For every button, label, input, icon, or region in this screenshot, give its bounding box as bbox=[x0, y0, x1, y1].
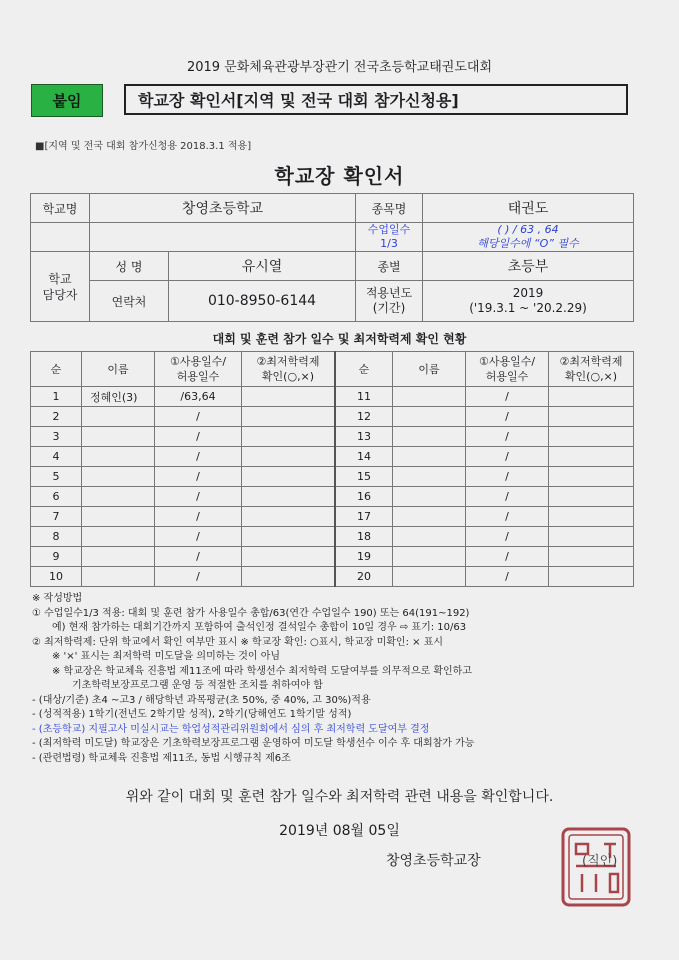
used-days: / bbox=[155, 547, 242, 567]
row-number: 8 bbox=[31, 527, 82, 547]
row-number: 3 bbox=[31, 427, 82, 447]
used-days: / bbox=[155, 567, 242, 587]
event-title: 2019 문화체육관광부장관기 전국초등학교태권도대회 bbox=[186, 60, 493, 75]
used-days: / bbox=[155, 407, 242, 427]
used-days: / bbox=[466, 487, 549, 507]
form-subnote: ■[지역 및 전국 대회 참가신청용 2018.3.1 적용] bbox=[35, 141, 252, 152]
used-days: / bbox=[466, 567, 549, 587]
table-row bbox=[31, 527, 634, 547]
name-value: 유시열 bbox=[169, 252, 356, 281]
academic-check bbox=[549, 387, 634, 407]
sport-label: 종목명 bbox=[356, 194, 423, 223]
row-number: 19 bbox=[335, 547, 393, 567]
used-days: / bbox=[155, 467, 242, 487]
academic-check bbox=[549, 527, 634, 547]
student-name bbox=[82, 507, 155, 527]
academic-check bbox=[242, 427, 336, 447]
row-number: 17 bbox=[335, 507, 393, 527]
confirmation-statement: 위와 같이 대회 및 훈련 참가 일수와 최저학력 관련 내용을 확인합니다. bbox=[125, 789, 554, 805]
table-row bbox=[31, 567, 634, 587]
used-days: / bbox=[466, 467, 549, 487]
info-table bbox=[30, 193, 634, 322]
used-days: / bbox=[155, 507, 242, 527]
student-name bbox=[82, 407, 155, 427]
table-row bbox=[31, 427, 634, 447]
table-row bbox=[31, 407, 634, 427]
used-days: / bbox=[466, 387, 549, 407]
academic-check bbox=[242, 487, 336, 507]
student-name bbox=[393, 467, 466, 487]
student-name bbox=[82, 547, 155, 567]
used-days: / bbox=[466, 527, 549, 547]
student-name bbox=[82, 487, 155, 507]
used-days: / bbox=[466, 507, 549, 527]
student-name bbox=[393, 567, 466, 587]
sport-value: 태권도 bbox=[423, 194, 634, 223]
table-row bbox=[31, 447, 634, 467]
student-name bbox=[393, 407, 466, 427]
row-number: 4 bbox=[31, 447, 82, 467]
used-days: / bbox=[155, 487, 242, 507]
academic-check bbox=[242, 387, 336, 407]
used-days: / bbox=[466, 447, 549, 467]
table-header-row: 순 이름 ①사용일수/ 허용일수 ②최저학력제 확인(○,×) 순 이름 ①사용일수/ 허용일수 ②최저학력제 확인(○,×) bbox=[31, 352, 634, 387]
used-days: / bbox=[155, 527, 242, 547]
section-title: 대회 및 훈련 참가 일수 및 최저학력제 확인 현황 bbox=[212, 332, 467, 346]
row-number: 18 bbox=[335, 527, 393, 547]
student-name bbox=[393, 427, 466, 447]
manager-label: 학교 담당자 bbox=[31, 252, 90, 322]
academic-check bbox=[549, 447, 634, 467]
class-days-value: ( ) / 63 , 64 해당일수에 “O” 필수 bbox=[423, 223, 634, 252]
row-number: 5 bbox=[31, 467, 82, 487]
row-number: 6 bbox=[31, 487, 82, 507]
table-row bbox=[31, 507, 634, 527]
row-number: 7 bbox=[31, 507, 82, 527]
used-days: / bbox=[466, 547, 549, 567]
row-number: 1 bbox=[31, 387, 82, 407]
academic-check bbox=[549, 507, 634, 527]
row-number: 9 bbox=[31, 547, 82, 567]
contact-value: 010-8950-6144 bbox=[169, 281, 356, 322]
table-row bbox=[31, 487, 634, 507]
row-number: 20 bbox=[335, 567, 393, 587]
name-label: 성 명 bbox=[90, 252, 169, 281]
academic-check bbox=[242, 567, 336, 587]
seal-label: (직인) bbox=[582, 854, 618, 869]
category-label: 종별 bbox=[356, 252, 423, 281]
student-name: 정혜인(3) bbox=[82, 387, 155, 407]
used-days: /63,64 bbox=[155, 387, 242, 407]
student-name bbox=[82, 527, 155, 547]
academic-check bbox=[242, 507, 336, 527]
used-days: / bbox=[155, 447, 242, 467]
issue-date: 2019년 08월 05일 bbox=[279, 823, 400, 839]
row-number: 13 bbox=[335, 427, 393, 447]
year-value: 2019 ('19.3.1 ~ '20.2.29) bbox=[423, 281, 634, 322]
contact-label: 연락처 bbox=[90, 281, 169, 322]
row-number: 14 bbox=[335, 447, 393, 467]
student-name bbox=[393, 507, 466, 527]
academic-check bbox=[242, 547, 336, 567]
student-name bbox=[82, 567, 155, 587]
student-name bbox=[82, 447, 155, 467]
row-number: 10 bbox=[31, 567, 82, 587]
student-name bbox=[393, 447, 466, 467]
category-value: 초등부 bbox=[423, 252, 634, 281]
student-name bbox=[393, 527, 466, 547]
principal-signature: 창영초등학교장 bbox=[386, 853, 481, 869]
academic-check bbox=[549, 467, 634, 487]
student-name bbox=[393, 487, 466, 507]
row-number: 12 bbox=[335, 407, 393, 427]
academic-check bbox=[549, 487, 634, 507]
academic-check bbox=[549, 407, 634, 427]
row-number: 15 bbox=[335, 467, 393, 487]
year-label: 적용년도 (기간) bbox=[356, 281, 423, 322]
table-row bbox=[31, 467, 634, 487]
academic-check bbox=[549, 427, 634, 447]
instructions: ※ 작성방법 ① 수업일수1/3 적용: 대회 및 훈련 참가 사용일수 총합/63(연간 수업일수 190) 또는 64(191~192) 예) 현재 참가하는 대회기간까지 포함하여 출석인정 결석일수 총합이 10일 경우 ⇨ 표기: 10/63 ② 최저학력제: 단위 학교에서 확인 여부만 표시 ※ 학교장 확인: ○표시, 학교장 미확인: × 표시 ※ '×' 표시는 최저학력 미도달을 의미하는 것이 아님 ※ 학교장은 학교체육 진흥법 제11조에 따라 학생선수 최저학력 도달여부를 의무적으로 확인하고 기초학력보장프로그램 운영 등 적절한 조치를 취하여야 함 - (대상/기준) 초4 ~고3 / 해당학년 과목평균(초 50%, 중 40%, 고 30%)적용 - (성적적용) 1학기(전년도 2학기말 성적), 2학기(당해연도 1학기말 성적) - (초등학교) 지필고사 미실시교는 학업성적관리위원회에서 심의 후 최저학력 도달여부 결정 - (최저학력 미도달) 학교장은 기초학력보장프로그램 운영하여 미도달 학생선수 이수 후 대회참가 가능 - (관련법령) 학교체육 진흥법 제11조, 동법 시행규칙 제6조 bbox=[32, 593, 475, 764]
school-label: 학교명 bbox=[31, 194, 90, 223]
academic-check bbox=[242, 447, 336, 467]
form-title: 학교장 확인서[지역 및 전국 대회 참가신청용] bbox=[124, 84, 628, 115]
attachment-badge: 붙임 bbox=[31, 84, 103, 117]
student-name bbox=[82, 467, 155, 487]
document-title: 학교장 확인서 bbox=[274, 164, 405, 188]
table-row bbox=[31, 387, 634, 407]
row-number: 11 bbox=[335, 387, 393, 407]
participation-table bbox=[30, 351, 634, 587]
academic-check bbox=[549, 567, 634, 587]
school-value: 창영초등학교 bbox=[90, 194, 356, 223]
academic-check bbox=[549, 547, 634, 567]
academic-check bbox=[242, 467, 336, 487]
table-row bbox=[31, 547, 634, 567]
student-name bbox=[393, 547, 466, 567]
used-days: / bbox=[466, 407, 549, 427]
row-number: 16 bbox=[335, 487, 393, 507]
used-days: / bbox=[155, 427, 242, 447]
academic-check bbox=[242, 407, 336, 427]
row-number: 2 bbox=[31, 407, 82, 427]
academic-check bbox=[242, 527, 336, 547]
class-days-label: 수업일수 1/3 bbox=[356, 223, 423, 252]
student-name bbox=[82, 427, 155, 447]
student-name bbox=[393, 387, 466, 407]
used-days: / bbox=[466, 427, 549, 447]
